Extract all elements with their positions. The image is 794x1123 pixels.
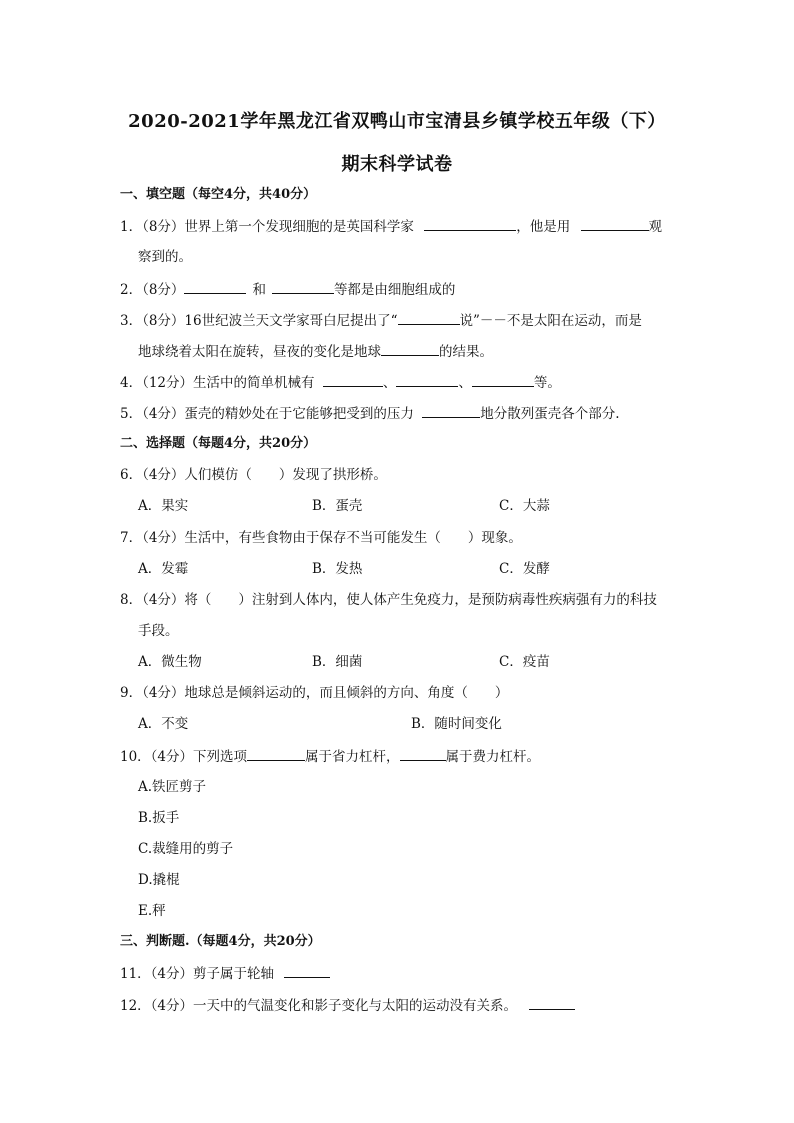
question-10: [120, 746, 540, 767]
answer-blank[interactable]: [424, 216, 516, 231]
question-6: 6．（4分）人们模仿（ ）发现了拱形桥。: [120, 467, 387, 483]
option[interactable]: D.撬棍: [138, 872, 180, 888]
answer-blank[interactable]: [472, 372, 534, 387]
answer-blank[interactable]: [323, 372, 383, 387]
question-1-text: 1．（8分）世界上第一个发现细胞的是英国科学家: [120, 219, 414, 235]
question-1: [120, 216, 662, 237]
section-heading-true-false: 三、判断题.（每题4分，共20分）: [120, 934, 321, 949]
option[interactable]: A．微生物: [138, 654, 202, 670]
question-3-text: 3．（8分）16世纪波兰天文学家哥白尼提出了“: [120, 313, 398, 329]
answer-blank[interactable]: [581, 216, 649, 231]
question-11-text: 11．（4分）剪子属于轮轴: [120, 966, 275, 982]
question-8-continued: 手段。: [138, 623, 179, 639]
option[interactable]: A．不变: [138, 716, 189, 732]
question-12-text: 12．（4分）一天中的气温变化和影子变化与太阳的运动没有关系。: [120, 998, 518, 1014]
question-7: 7．（4分）生活中，有些食物由于保存不当可能发生（ ）现象。: [120, 530, 522, 546]
answer-blank[interactable]: [247, 746, 305, 761]
question-10-text: 属于省力杠杆，: [305, 749, 400, 765]
answer-blank[interactable]: [422, 403, 480, 418]
question-1-continued: 察到的。: [138, 249, 192, 265]
option[interactable]: E.秤: [138, 903, 166, 919]
option[interactable]: B．发热: [312, 561, 363, 577]
option[interactable]: C．疫苗: [499, 654, 550, 670]
exam-title-line2: 期末科学试卷: [341, 154, 453, 175]
question-12: [120, 995, 575, 1016]
question-2: [120, 279, 455, 300]
question-8: 8．（4分）将（ ）注射到人体内，使人体产生免疫力，是预防病毒性疾病强有力的科技: [120, 592, 657, 608]
option[interactable]: B.扳手: [138, 810, 180, 826]
question-3: [120, 310, 642, 331]
question-4: [120, 372, 561, 393]
answer-blank[interactable]: [529, 995, 575, 1010]
question-4-text: 、: [382, 375, 397, 391]
question-2-text: 和: [252, 282, 266, 298]
option[interactable]: C．发酵: [499, 561, 550, 577]
answer-blank[interactable]: [184, 279, 246, 294]
question-3-text: 地球绕着太阳在旋转，昼夜的变化是地球: [138, 344, 381, 360]
question-4-text: 4．（12分）生活中的简单机械有: [120, 375, 315, 391]
question-3-text: 的结果。: [439, 344, 493, 360]
question-2-text: 等都是由细胞组成的: [333, 282, 456, 298]
answer-blank[interactable]: [272, 279, 334, 294]
answer-blank[interactable]: [284, 963, 330, 978]
question-10-text: 属于费力杠杆。: [445, 749, 541, 765]
option[interactable]: A．发霉: [138, 561, 189, 577]
section-heading-choice: 二、选择题（每题4分，共20分）: [120, 436, 317, 451]
question-3-text: 说”－－不是太阳在运动，而是: [459, 313, 642, 329]
option[interactable]: B．随时间变化: [411, 716, 502, 732]
answer-blank[interactable]: [396, 372, 458, 387]
answer-blank[interactable]: [381, 341, 439, 356]
question-5-text: 地分散列蛋壳各个部分.: [480, 406, 620, 422]
option[interactable]: C.裁缝用的剪子: [138, 841, 234, 857]
question-5: [120, 403, 620, 424]
question-9: 9．（4分）地球总是倾斜运动的，而且倾斜的方向、角度（ ）: [120, 685, 509, 701]
question-4-text: 等。: [533, 375, 561, 391]
option[interactable]: C．大蒜: [499, 498, 550, 514]
section-heading-fill-in: 一、填空题（每空4分，共40分）: [120, 187, 317, 202]
question-4-text: 、: [458, 375, 472, 391]
question-2-text: 2．（8分）: [120, 282, 185, 298]
option[interactable]: B．蛋壳: [312, 498, 363, 514]
answer-blank[interactable]: [400, 746, 446, 761]
exam-title-line1: 2020-2021学年黑龙江省双鸭山市宝清县乡镇学校五年级（下）: [128, 111, 666, 132]
option[interactable]: B．细菌: [312, 654, 363, 670]
question-1-text: 观: [648, 219, 663, 235]
question-11: [120, 963, 330, 984]
question-5-text: 5．（4分）蛋壳的精妙处在于它能够把受到的压力: [120, 406, 414, 422]
option[interactable]: A．果实: [138, 498, 189, 514]
question-1-text: ，他是用: [516, 219, 571, 235]
answer-blank[interactable]: [398, 310, 460, 325]
question-3-continued: [138, 341, 493, 362]
option[interactable]: A.铁匠剪子: [138, 779, 207, 795]
question-10-text: 10．（4分）下列选项: [120, 749, 248, 765]
